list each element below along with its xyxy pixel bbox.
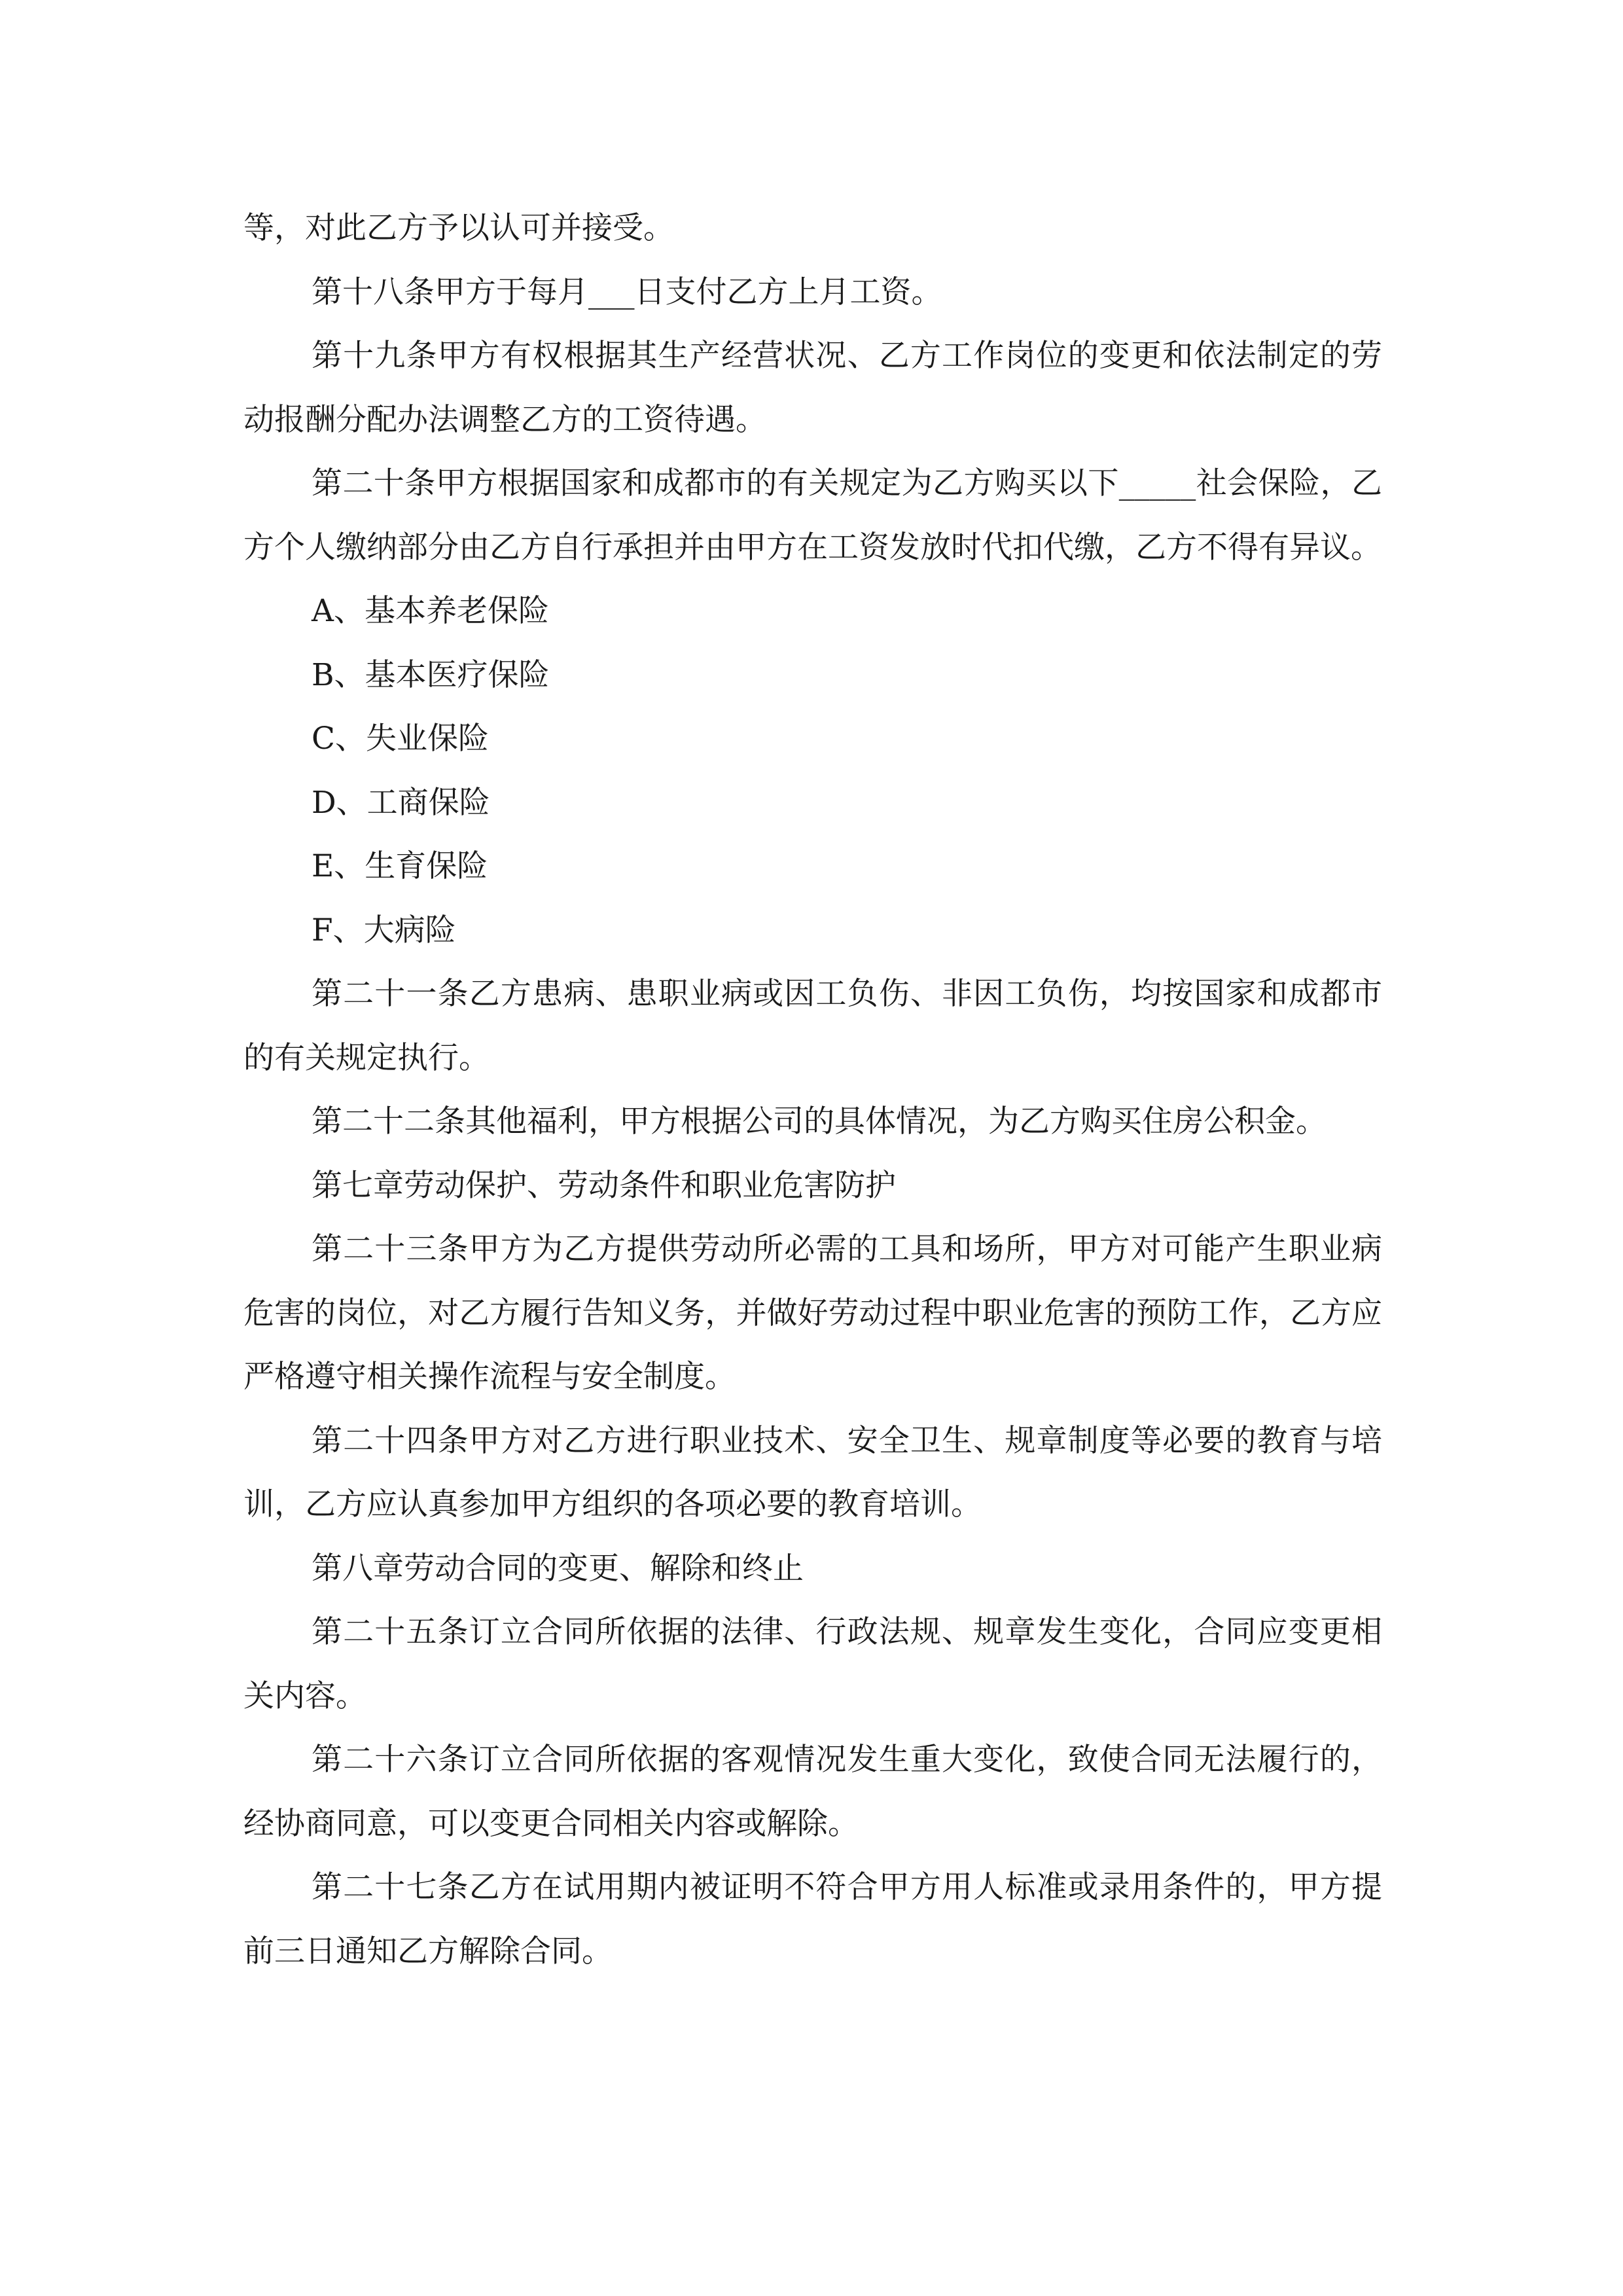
- document-body: [243, 196, 1382, 1983]
- insurance-option-c: C、失业保险: [312, 721, 489, 757]
- insurance-option-f: F、大病险: [312, 912, 456, 948]
- insurance-option-b: B、基本医疗保险: [312, 656, 550, 693]
- clause-24: 第二十四条甲方对乙方进行职业技术、安全卫生、规章制度等必要的教育与培训，乙方应认真参加甲方组织的各项必要的教育培训。: [243, 1422, 1382, 1522]
- clause-27: 第二十七条乙方在试用期内被证明不符合甲方用人标准或录用条件的，甲方提前三日通知乙方解除合同。: [243, 1869, 1382, 1969]
- paragraph-continuation: 等，对此乙方予以认可并接受。: [243, 210, 674, 246]
- clause-26: 第二十六条订立合同所依据的客观情况发生重大变化，致使合同无法履行的，经协商同意，可以变更合同相关内容或解除。: [243, 1742, 1382, 1842]
- insurance-option-a: A、基本养老保险: [312, 593, 549, 629]
- clause-23: 第二十三条甲方为乙方提供劳动所必需的工具和场所，甲方对可能产生职业病危害的岗位，对乙方履行告知义务，并做好劳动过程中职业危害的预防工作，乙方应严格遵守相关操作流程与安全制度。: [243, 1231, 1382, 1395]
- chapter-7-heading: 第七章劳动保护、劳动条件和职业危害防护: [312, 1167, 896, 1204]
- clause-18: 第十八条甲方于每月___日支付乙方上月工资。: [312, 274, 942, 310]
- insurance-option-d: D、工商保险: [312, 784, 490, 821]
- clause-25: 第二十五条订立合同所依据的法律、行政法规、规章发生变化，合同应变更相关内容。: [243, 1614, 1382, 1714]
- clause-20: 第二十条甲方根据国家和成都市的有关规定为乙方购买以下_____社会保险，乙方个人缴纳部分由乙方自行承担并由甲方在工资发放时代扣代缴，乙方不得有异议。: [243, 465, 1382, 565]
- clause-19: 第十九条甲方有权根据其生产经营状况、乙方工作岗位的变更和依法制定的劳动报酬分配办法调整乙方的工资待遇。: [243, 338, 1382, 438]
- insurance-option-e: E、生育保险: [312, 848, 488, 884]
- chapter-8-heading: 第八章劳动合同的变更、解除和终止: [312, 1550, 804, 1587]
- clause-22: 第二十二条其他福利，甲方根据公司的具体情况，为乙方购买住房公积金。: [312, 1103, 1327, 1139]
- clause-21: 第二十一条乙方患病、患职业病或因工负伤、非因工负伤，均按国家和成都市的有关规定执行。: [243, 976, 1382, 1076]
